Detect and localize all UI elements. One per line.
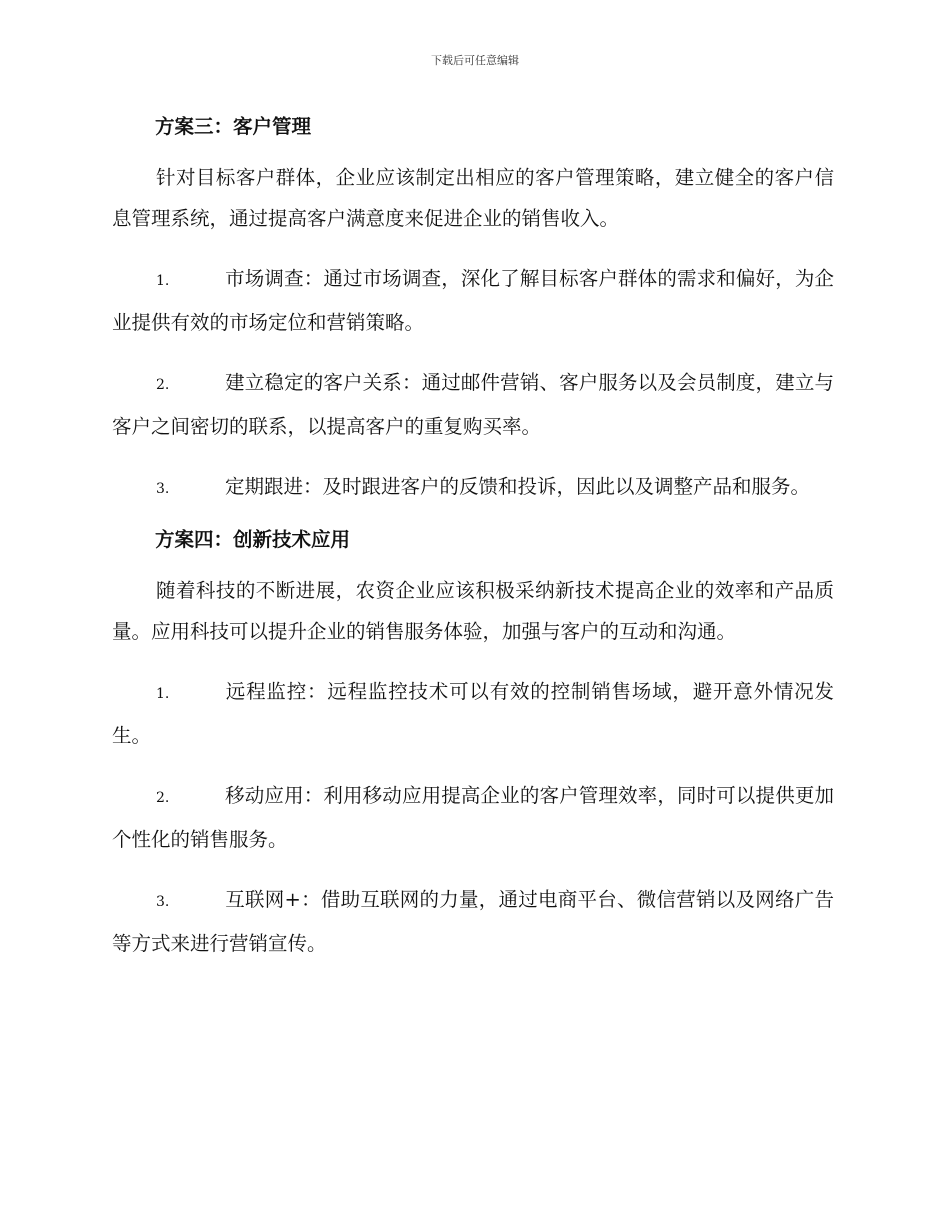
- list-item-number: 3.: [156, 894, 170, 910]
- list-item-number: 3.: [156, 481, 170, 497]
- list-item: [112, 258, 834, 343]
- list-item-text: 移动应用：利用移动应用提高企业的客户管理效率，同时可以提供更加个性化的销售服务。: [112, 784, 834, 851]
- list-item: [112, 362, 834, 447]
- list-item-text: 建立稳定的客户关系：通过邮件营销、客户服务以及会员制度，建立与客户之间密切的联系，以提高客户的重复购买率。: [112, 371, 834, 438]
- section-heading: 方案四：创新技术应用: [155, 528, 351, 551]
- list-item-text: 互联网+：借助互联网的力量，通过电商平台、微信营销以及网络广告等方式来进行营销宣传。: [112, 888, 834, 955]
- list-item-text: 远程监控：远程监控技术可以有效的控制销售场域，避开意外情况发生。: [112, 680, 834, 747]
- list-item-text: 定期跟进：及时跟进客户的反馈和投诉，因此以及调整产品和服务。: [225, 475, 811, 498]
- list-item: [112, 775, 834, 860]
- list-item-number: 1.: [156, 686, 170, 702]
- list-item-number: 1.: [156, 273, 170, 289]
- paragraph: 随着科技的不断进展，农资企业应该积极采纳新技术提高企业的效率和产品质量。应用科技可以提升企业的销售服务体验，加强与客户的互动和沟通。: [112, 579, 834, 643]
- list-item-text: 市场调查：通过市场调查，深化了解目标客户群体的需求和偏好，为企业提供有效的市场定位和营销策略。: [112, 267, 834, 334]
- list-item: [112, 466, 834, 510]
- page-header: 下载后可任意编辑: [431, 54, 519, 67]
- document-body: [112, 110, 834, 964]
- paragraph: 针对目标客户群体，企业应该制定出相应的客户管理策略，建立健全的客户信息管理系统，通过提高客户满意度来促进企业的销售收入。: [112, 166, 834, 230]
- section-heading: 方案三：客户管理: [155, 115, 312, 138]
- list-item: [112, 879, 834, 964]
- list-item-number: 2.: [156, 377, 170, 393]
- list-item-number: 2.: [156, 790, 170, 806]
- list-item: [112, 671, 834, 756]
